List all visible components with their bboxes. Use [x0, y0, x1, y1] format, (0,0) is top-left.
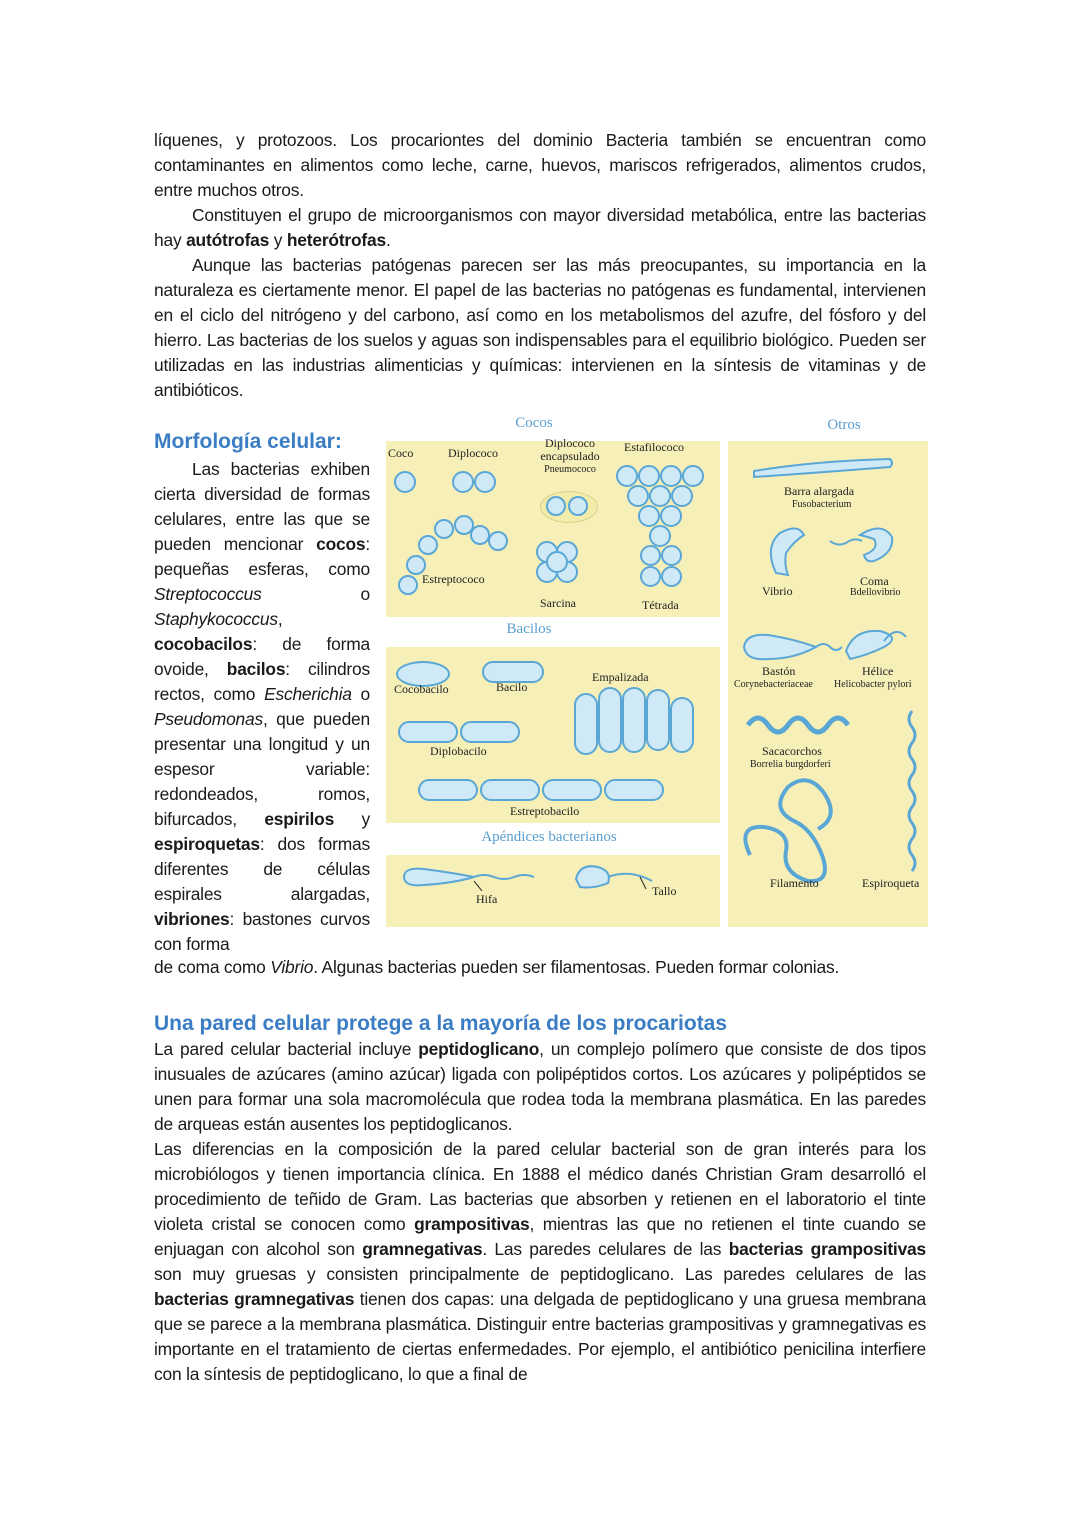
cell-wall-title: Una pared celular protege a la mayoría de los procariotas — [154, 1012, 728, 1035]
label-corynebacteriaceae: Corynebacteriaceae — [734, 679, 813, 690]
label-tallo: Tallo — [652, 884, 677, 898]
label-empalizada: Empalizada — [592, 670, 649, 684]
figure-cocos-title: Cocos — [515, 415, 553, 431]
label-estreptococo: Estreptococo — [422, 572, 485, 586]
label-hifa: Hifa — [476, 892, 498, 906]
label-borrelia: Borrelia burgdorferi — [750, 759, 831, 770]
morphology-section — [154, 415, 926, 989]
label-coma: Coma — [860, 574, 889, 588]
figure-bacilos-title: Bacilos — [506, 621, 552, 637]
vibrio-cell — [771, 528, 804, 575]
tallo-filament — [608, 874, 652, 881]
tallo-cell — [576, 866, 609, 887]
intro-paragraph-3: Aunque las bacterias patógenas parecen ser las más preocupantes, su importancia en la naturaleza es ciertamente menor. El papel de las bacterias no patógenas es fundamental, intervienen en el ciclo del nitrógeno y del carbono, así como en los metabolismos del azufre, del fósforo y del hierro. Las bacterias de los suelos y aguas son indispensables para el equilibrio biológico. Pueden ser utilizadas en las industrias alimenticias y químicas: intervienen en la síntesis de vitaminas y de antibióticos. — [154, 255, 926, 400]
helice-cell — [846, 631, 892, 659]
label-cocobacilo: Cocobacilo — [394, 682, 449, 696]
baston-cell — [744, 635, 816, 660]
figure-otros-title: Otros — [827, 417, 861, 433]
baston-flagellum — [816, 644, 842, 650]
hifa-cell — [404, 869, 474, 886]
intro-paragraph-1: líquenes, y protozoos. Los procariontes del dominio Bacteria también se encuentran como contaminantes en alimentos como leche, carne, huevos, mariscos refrigerados, alimentos crudos, entre muchos otros. — [154, 130, 926, 200]
label-tetrada: Tétrada — [642, 598, 679, 612]
label-estafilococo: Estafilococo — [624, 440, 684, 454]
hifa-pointer — [474, 881, 482, 891]
label-diplobacilo: Diplobacilo — [430, 744, 487, 758]
label-espiroqueta: Espiroqueta — [862, 876, 920, 890]
label-sacacorchos: Sacacorchos — [762, 744, 822, 758]
bacteria-morphology-figure — [384, 415, 929, 935]
label-bdellovibrio: Bdellovibrio — [850, 587, 901, 598]
label-baston: Bastón — [762, 664, 796, 678]
cell-wall-paragraph-1: La pared celular bacterial incluye peptidoglicano, un complejo polímero que consiste de dos tipos inusuales de azúcares (amino azúcar) ligada con polipéptidos cortos. Los azúcares y polipéptidos se unen para formar una sola macromolécula que rodea toda la membrana plasmática. En las paredes de arqueas están ausentes los peptidoglicanos. — [154, 1039, 927, 1134]
hifa-filament — [474, 875, 534, 879]
barra-alargada-cell — [754, 459, 892, 477]
label-filamento: Filamento — [770, 876, 819, 890]
label-estreptobacilo: Estreptobacilo — [510, 804, 580, 818]
sacacorchos-cell — [748, 718, 848, 732]
coma-cell — [860, 528, 892, 561]
label-diplococo-encapsulado: Diplococo encapsulado Pneumococo — [540, 436, 600, 475]
espiroqueta-cell — [909, 711, 915, 871]
morphology-tail: de coma como Vibrio. Algunas bacterias pueden ser filamentosas. Pueden formar colonias. — [154, 957, 840, 977]
label-helice: Hélice — [862, 664, 894, 678]
morphology-title: Morfología celular: — [154, 430, 342, 453]
cell-wall-paragraph-2: Las diferencias en la composición de la pared celular bacterial son de gran interés para los microbiólogos y tienen importancia clínica. En 1888 el médico danés Christian Gram desarrolló el procedimiento de teñido de Gram. Las bacterias que absorben y retienen en el laboratorio el tinte violeta cristal se conocen como grampositivas, mientras las que no retienen el tinte cuando se enjuagan con alcohol son gramnegativas. Las paredes celulares de las bacterias grampositivas son muy gruesas y consisten principalmente de peptidoglicano. Las paredes celulares de las bacterias gramnegativas tienen dos capas: una delgada de peptidoglicano y una gruesa membrana que se parece a la membrana plasmática. Distinguir entre bacterias grampositivas y gramnegativas es importante en el tratamiento de ciertas enfermedades. Por ejemplo, el antibiótico penicilina interfiere con la síntesis de peptidoglicano, lo que a final de — [154, 1139, 926, 1384]
document-page — [154, 128, 926, 1387]
figure-apendices-title: Apéndices bacterianos — [481, 829, 617, 845]
morphology-paragraph: Las bacterias exhiben cierta diversidad de formas celulares, entre las que se pueden mencionar cocos: pequeñas esferas, como Streptococcus o Staphykococcus, cocobacilos: de forma ovoide, bacilos: cilindros rectos, como Escherichia o Pseudomonas, que pueden presentar una longitud y un espesor variable: redondeados, romos, bifurcados, espirilos y espiroquetas: dos formas diferentes de células espirales alargadas, vibriones: bastones curvos con forma — [154, 459, 371, 954]
coma-flagellum — [830, 539, 862, 544]
label-diplococo: Diplococo — [448, 446, 498, 460]
label-helicobacter: Helicobacter pylori — [834, 679, 912, 690]
label-sarcina: Sarcina — [540, 596, 576, 610]
label-barra-alargada: Barra alargada — [784, 484, 855, 498]
intro-paragraph-2: Constituyen el grupo de microorganismos con mayor diversidad metabólica, entre las bacterias hay autótrofas y heterótrofas. — [154, 205, 926, 250]
label-vibrio: Vibrio — [762, 584, 793, 598]
label-fusobacterium: Fusobacterium — [792, 499, 852, 510]
label-bacilo: Bacilo — [496, 680, 528, 694]
label-coco: Coco — [388, 446, 414, 460]
filamento-cell — [745, 780, 830, 881]
morphology-text — [154, 429, 370, 957]
